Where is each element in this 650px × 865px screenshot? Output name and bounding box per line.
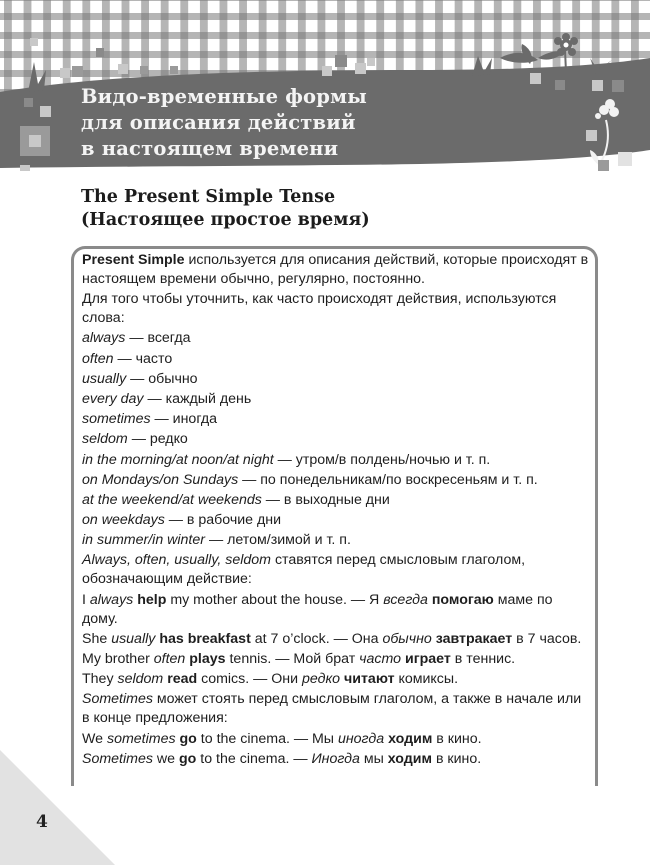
sentence-text: маме по дому.: [82, 591, 553, 627]
page-number: 4: [36, 812, 48, 832]
chapter-title-line: Видо-временные формы: [81, 85, 367, 108]
adverb-item: [82, 531, 590, 550]
adverb-item: [82, 329, 590, 348]
position-rule: [82, 551, 590, 589]
adverb-italic: часто: [359, 651, 402, 667]
sentence-text: We: [82, 730, 107, 747]
verb-bold: go: [179, 750, 197, 767]
intro-paragraph: [82, 251, 590, 289]
sentence-text: My brother: [82, 651, 154, 667]
adverb-ru: — в рабочие дни: [164, 512, 282, 529]
adverb-italic: always: [89, 591, 134, 608]
adverb-item: [82, 471, 590, 490]
adverb-en: every day: [82, 390, 144, 407]
section-title: [81, 186, 370, 232]
position-rule-words: Always, often, usually, seldom: [82, 552, 271, 569]
adverb-ru: — летом/зимой и т. п.: [205, 532, 351, 549]
example-sentence: [82, 670, 590, 689]
adverb-item: [82, 451, 590, 470]
intro-text: используется для описания действий, которые происходят в настоящем времени обычно, регулярно, постоянно.: [82, 252, 589, 287]
chapter-title: [81, 84, 367, 162]
adverb-italic: often: [153, 651, 186, 667]
chapter-title-line: в настоящем времени: [81, 137, 339, 160]
adverb-ru: — по понедельникам/по воскресеньям и т. п.: [238, 471, 538, 488]
sometimes-rule-text: может стоять перед смысловым глаголом, а также в начале или в конце предложения:: [82, 691, 582, 727]
adverb-italic: всегда: [383, 591, 428, 608]
adverb-ru: — иногда: [150, 411, 218, 428]
sentence-text: at 7 o’clock. — Она: [250, 630, 383, 647]
sentence-text: my mother about the house. — Я: [166, 591, 384, 608]
sentence-text: в теннис.: [450, 651, 516, 667]
adverb-item: [82, 511, 590, 530]
sentence-text: comics. — Они: [197, 671, 302, 688]
verb-bold: читают: [344, 671, 395, 688]
adverb-en: always: [82, 330, 126, 347]
adverb-list: [82, 329, 590, 550]
adverb-en: on Mondays/on Sundays: [82, 471, 239, 488]
adverb-item: [82, 491, 590, 510]
sometimes-example-list: [82, 730, 590, 769]
adverb-en: in summer/in winter: [82, 532, 205, 549]
adverb-ru: — редко: [127, 431, 188, 448]
sentence-text: в кино.: [432, 750, 482, 767]
adverb-item: [82, 390, 590, 409]
corner-decoration: [0, 750, 115, 865]
adverb-italic: Sometimes: [82, 750, 153, 767]
verb-bold: ходим: [388, 730, 433, 747]
sentence-text: to the cinema. — Мы: [196, 730, 338, 747]
sentence-text: мы: [359, 750, 388, 767]
adverb-en: sometimes: [82, 411, 151, 428]
sometimes-word: Sometimes: [82, 691, 153, 708]
section-title-ru: (Настоящее простое время): [81, 210, 370, 230]
adverb-ru: — часто: [113, 350, 173, 367]
adverb-en: usually: [82, 370, 127, 387]
adverb-italic: иногда: [337, 730, 385, 747]
adverb-italic: обычно: [382, 630, 432, 647]
example-sentence: [82, 591, 590, 629]
leaf-icon: [500, 53, 538, 63]
adverb-en: in the morning/at noon/at night: [82, 451, 274, 468]
example-sentence: [82, 750, 590, 769]
sometimes-rule: [82, 690, 590, 728]
example-list: [82, 591, 590, 690]
verb-bold: plays: [189, 651, 226, 667]
grass-icon: [472, 56, 492, 76]
adverb-item: [82, 370, 590, 389]
clarify-paragraph: Для того чтобы уточнить, как часто происходят действия, используются слова:: [82, 291, 557, 327]
adverb-italic: sometimes: [106, 730, 176, 747]
adverb-ru: — обычно: [126, 370, 198, 387]
sentence-text: в кино.: [432, 730, 482, 747]
verb-bold: has breakfast: [159, 630, 251, 647]
adverb-italic: usually: [111, 630, 156, 647]
adverb-ru: — в выходные дни: [261, 491, 390, 508]
adverb-item: [82, 430, 590, 449]
verb-bold: go: [179, 730, 197, 747]
sentence-text: I: [82, 591, 90, 608]
adverb-item: [82, 350, 590, 369]
adverb-en: seldom: [82, 431, 128, 448]
adverb-ru: — всегда: [125, 330, 191, 347]
verb-bold: help: [137, 591, 167, 608]
adverb-en: often: [82, 350, 114, 367]
sentence-text: в 7 часов.: [512, 630, 582, 647]
sentence-text: They: [82, 671, 118, 688]
example-sentence: [82, 630, 590, 649]
grass-icon: [28, 62, 46, 92]
adverb-italic: редко: [302, 671, 341, 688]
sentence-text: She: [82, 630, 112, 647]
term-present-simple: Present Simple: [82, 252, 185, 268]
rule-box-content: [82, 251, 590, 770]
adverb-ru: — каждый день: [143, 390, 252, 407]
verb-bold: ходим: [387, 750, 432, 767]
verb-bold: помогаю: [431, 591, 494, 608]
verb-bold: завтракает: [435, 630, 513, 647]
sentence-text: комиксы.: [394, 671, 459, 688]
adverb-en: on weekdays: [82, 512, 165, 529]
adverb-italic: seldom: [117, 671, 164, 688]
example-sentence: [82, 650, 590, 669]
sentence-text: we: [152, 750, 179, 767]
verb-bold: играет: [404, 651, 451, 667]
adverb-ru: — утром/в полдень/ночью и т. п.: [273, 451, 491, 468]
sentence-text: tennis. — Мой брат: [225, 651, 360, 667]
position-rule-text: ставятся перед смысловым глаголом, обозначающим действие:: [82, 552, 526, 588]
verb-bold: read: [167, 671, 198, 688]
sentence-text: to the cinema. —: [196, 750, 312, 767]
chapter-title-line: для описания действий: [81, 111, 356, 134]
adverb-item: [82, 410, 590, 429]
section-title-en: The Present Simple Tense: [81, 187, 336, 207]
example-sentence: [82, 730, 590, 749]
adverb-italic: Иногда: [311, 750, 360, 767]
adverb-en: at the weekend/at weekends: [82, 491, 262, 508]
